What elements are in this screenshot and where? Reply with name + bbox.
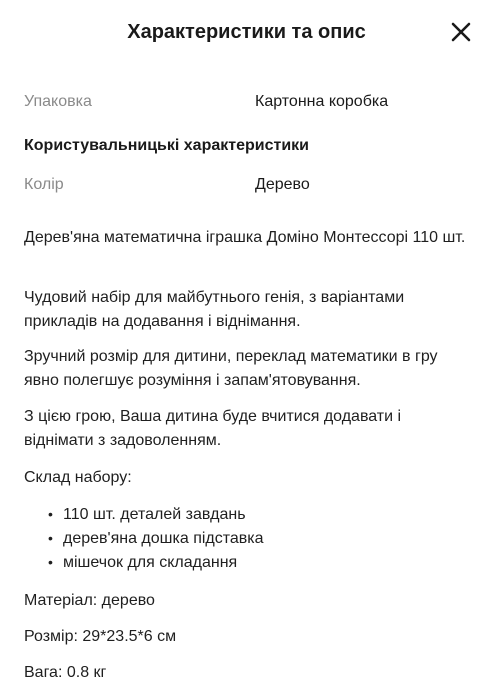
spec-label: Упаковка	[24, 93, 92, 110]
spec-value: Дерево	[255, 176, 310, 193]
kit-title: Склад набору:	[24, 469, 132, 486]
spec-value: Картонна коробка	[255, 93, 389, 110]
close-button[interactable]	[447, 18, 475, 46]
modal-title: Характеристики та опис	[127, 21, 366, 43]
section-title-user-specs: Користувальницькі характеристики	[24, 137, 310, 154]
size-text: Розмір: 29*23.5*6 см	[24, 628, 177, 645]
description-paragraph: З цією грою, Ваша дитина буде вчитися додавати і віднімати з задоволенням.	[24, 408, 402, 449]
description-paragraph: Дерев'яна математична іграшка Доміно Монтессорі 110 шт.	[24, 229, 466, 246]
description-paragraph: Зручний розмір для дитини, переклад математики в гру явно полегшує розуміння і запам'ятовування.	[24, 348, 438, 389]
weight-text: Вага: 0.8 кг	[24, 664, 107, 681]
material-text: Матеріал: дерево	[24, 592, 155, 609]
close-icon	[447, 18, 475, 46]
spec-label: Колір	[24, 176, 64, 193]
description-paragraph: Чудовий набір для майбутнього генія, з варіантами прикладів на додавання і віднімання.	[24, 289, 405, 330]
modal-header	[0, 0, 493, 66]
